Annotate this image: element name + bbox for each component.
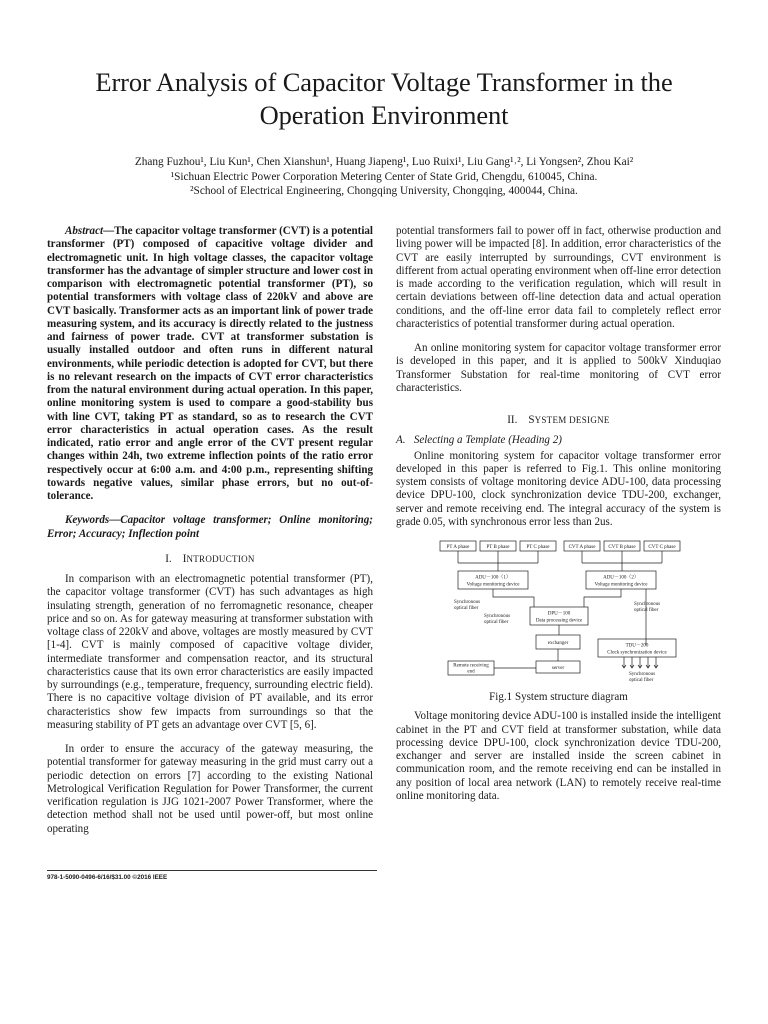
pt-b-label: PT B phase [486,544,510,550]
svg-text:server: server [551,666,565,671]
svg-text:ADU－100（2）: ADU－100（2） [603,575,639,581]
svg-text:DPU－100: DPU－100 [547,611,571,617]
sync-fiber-label-1: Synchronous [454,600,481,605]
svg-text:Remote receiving: Remote receiving [453,663,489,669]
svg-text:exchanger: exchanger [547,641,569,646]
sync-fiber-label-4: Synchronous [629,672,656,677]
pt-c-label: PT C phase [526,544,550,550]
svg-text:Clock synchronization device: Clock synchronization device [607,650,667,656]
svg-text:optical fiber: optical fiber [454,606,479,611]
svg-text:end: end [467,669,475,675]
system-paragraph-2: Voltage monitoring device ADU-100 is installed inside the intelligent cabinet in the PT and CVT field at transformer substation, while data processing device DPU-100, clock synchronization device TDU-200, exchanger and server are installed inside the screen cabinet in communication room, and the remote receiving end can be installed in any position of local area network (LAN) to remotely receive real-time online monitoring data. [396,710,721,802]
svg-text:TDU－200: TDU－200 [625,643,649,649]
system-structure-diagram [396,535,721,685]
abstract-label: Abstract [65,225,104,237]
svg-text:ADU－100（1）: ADU－100（1） [475,575,511,581]
svg-text:Data processing device: Data processing device [535,618,583,624]
right-paragraph-2: An online monitoring system for capacitor voltage transformer error is developed in this paper, and it is applied to 500kV Xinduqiao Transformer Substation for real-time monitoring of CVT error characteristics. [396,342,721,394]
section-heading-system-design: II. SYSTEM DESIGNE [507,414,610,426]
cvt-b-label: CVT B phase [608,544,636,550]
keywords: Keywords—Capacitor voltage transformer; Online monitoring; Error; Accuracy; Inflection point [47,514,373,540]
system-paragraph-1: Online monitoring system for capacitor voltage transformer error developed in this paper is referred to Fig.1. This online monitoring system consists of voltage monitoring device ADU-100, data processing device DPU-100, clock synchronization device TDU-200, exchanger, server and remote receiving end. The integral accuracy of the system is grade 0.05, with synchronous error less than 2us. [396,449,721,528]
right-paragraph-1: potential transformers fail to power off in fact, otherwise production and living power will be impacted [8]. In addition, error characteristics of the CVT are easily interrupted by surroundings, CVT environment is different from actual operating environment when off-line error detection is made according to the verification regulation, which will result in certain deviations between off-line detection data and actual operation conditions, and the off-line error data fail to completely reflect error characteristics of potential transformer during actual operation. [396,225,721,330]
figure-caption: Fig.1 System structure diagram [489,691,628,703]
svg-text:Voltage monitoring device: Voltage monitoring device [594,582,648,588]
intro-paragraph-1: In comparison with an electromagnetic potential transformer (PT), the capacitor voltage transformer (CVT) has such advantages as high insulating strength, generation of no ferromagnetic resonance, cheaper price and so on. As for gateway measuring at transformer substation with voltage class of 220kV and above, voltages are mostly measured by CVT [1-4]. CVT is mainly composed of capacitive voltage divider, intermediate transformer and compensation reactor, and its structural characteristics cause that its own error characteristics are easily impacted by surroundings (e.g., temperature, frequency, surrounding electric field). There is no capacitive voltage division of PT available, and its error characteristics show few impacts from surroundings so that the measuring stability of PT gets an advantage over CVT [5, 6]. [47,573,373,731]
intro-paragraph-2: In order to ensure the accuracy of the gateway measuring, the potential transformer for gateway measuring in the grid must carry out a periodic detection on errors [7] according to the existing National Metrological Verification Regulation for Power Transformer, the current verification regulation is JJG 1021-2007 Power Transformer, where the detection method shall not be used until power-off, but most online operating [47,743,373,835]
footer-rule [47,870,377,871]
svg-text:optical fiber: optical fiber [629,678,654,683]
sync-fiber-label-2: Synchronous [484,614,511,619]
affiliation-1: ¹Sichuan Electric Power Corporation Metering Center of State Grid, Chengdu, 610045, China. [170,171,598,183]
cvt-c-label: CVT C phase [648,544,676,550]
right-column [396,225,721,803]
author-list: Zhang Fuzhou¹, Liu Kun¹, Chen Xianshun¹, Huang Jiapeng¹, Luo Ruixi¹, Liu Gang¹˒², Li Yongsen², Zhou Kai² [134,156,634,168]
svg-text:Voltage monitoring device: Voltage monitoring device [466,582,520,588]
pt-a-label: PT A phase [446,544,470,550]
cvt-a-label: CVT A phase [568,544,596,550]
sync-fiber-label-3: Synchronous [634,602,661,607]
paper-title: Error Analysis of Capacitor Voltage Transformer in the Operation Environment [95,67,673,130]
left-column [47,225,373,836]
section-heading-introduction: I. INTRODUCTION [165,552,255,565]
subsection-heading: A. Selecting a Template (Heading 2) [396,434,562,447]
svg-text:optical fiber: optical fiber [634,608,659,613]
affiliation-2: ²School of Electrical Engineering, Chongqing University, Chongqing, 400044, China. [190,185,578,197]
abstract-text: —The capacitor voltage transformer (CVT) is a potential transformer (PT) composed of capacitive voltage divider and electromagnetic unit. In high voltage classes, the capacitor voltage transformer has the advantage of simpler structure and lower cost in comparison with electromagnetic potential transformer (PT), so potential transformers with voltage class of 220kV and above are CVT basically. Transformer acts as an important link of power trade measuring system, and its accuracy is directly related to the justness and fairness of power trade. CVT at transformer substation is usually installed outdoor and often runs in different natural environments, while periodic detection is adopted for CVT, but there is no relevant research on the impacts of CVT error characteristics from the natural environment during actual operation. In this paper, online monitoring system is used to compare a good-stability bus with line CVT, taking PT as standard, so as to research the CVT error characteristics in actual operation cases. As the result indicated, ratio error and angle error of the CVT present regular changes within 24h, two extreme inflection points of the ratio error respectively occur at 6:00 a.m. and 4:00 p.m., representing shifting towards negative values, similar phase errors, but no out-of-tolerance. [47,225,373,502]
phase-boxes [440,541,680,551]
footer-copyright: 978-1-5090-0496-6/16/$31.00 ©2016 IEEE [47,874,168,881]
abstract [47,225,373,503]
svg-text:optical fiber: optical fiber [484,620,509,625]
